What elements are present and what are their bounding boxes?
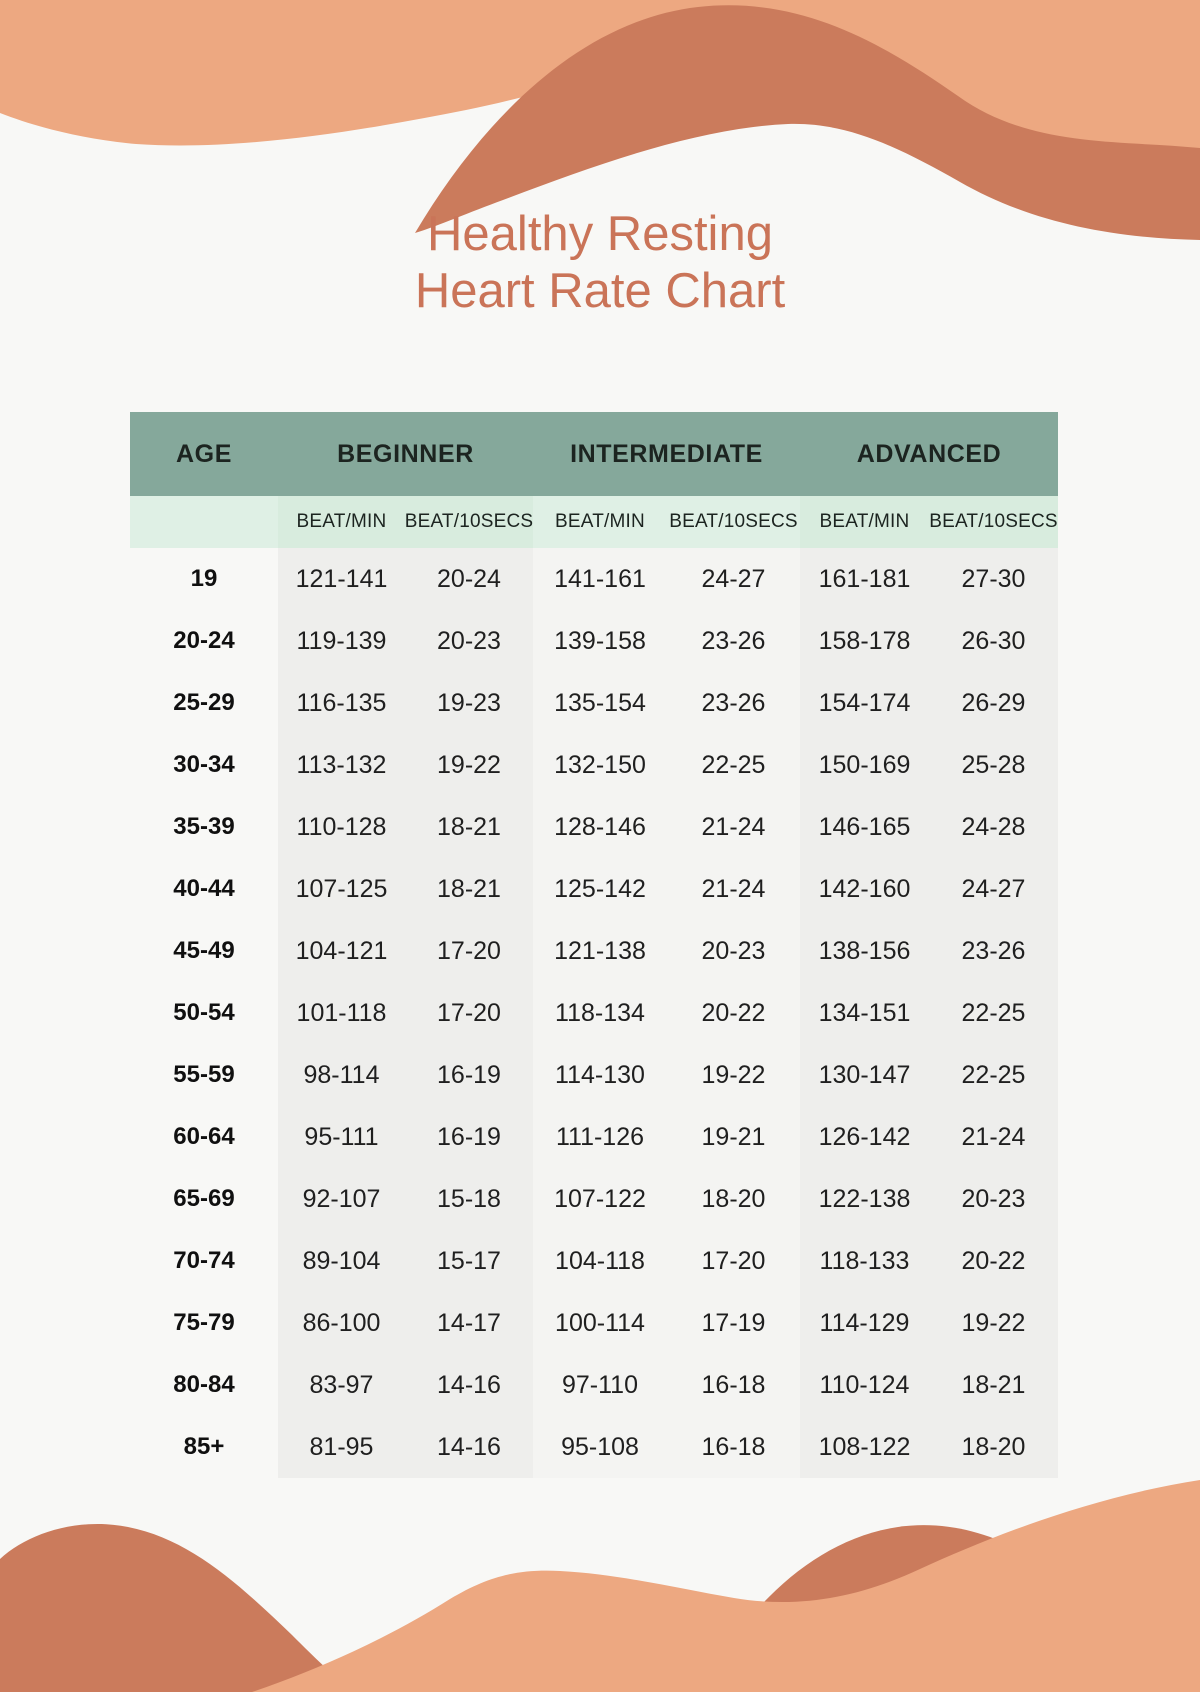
intermediate-beat-10secs-cell: 23-26	[667, 610, 800, 672]
advanced-beat-min-cell: 134-151	[800, 982, 929, 1044]
beginner-beat-10secs-cell: 16-19	[405, 1106, 533, 1168]
table-body	[130, 548, 1058, 1478]
advanced-beat-10secs-cell: 19-22	[929, 1292, 1058, 1354]
advanced-beat-min-cell: 110-124	[800, 1354, 929, 1416]
age-cell: 40-44	[173, 875, 235, 902]
bottom-wave-decoration	[0, 1477, 1200, 1692]
bottom-wave-light-shape	[252, 1480, 1200, 1692]
intermediate-beat-10secs-cell: 23-26	[667, 672, 800, 734]
table-row	[130, 610, 1058, 672]
beginner-beat-10secs-cell: 14-16	[405, 1416, 533, 1478]
intermediate-beat-10secs-cell: 24-27	[667, 548, 800, 610]
beginner-beat-10secs-cell: 15-17	[405, 1230, 533, 1292]
age-cell: 85+	[183, 1433, 225, 1460]
beginner-beat-10secs-cell: 18-21	[405, 796, 533, 858]
table-row	[130, 982, 1058, 1044]
advanced-beat-min-cell: 114-129	[800, 1292, 929, 1354]
age-cell: 30-34	[173, 751, 235, 778]
intermediate-beat-min-cell: 95-108	[533, 1416, 667, 1478]
age-cell: 70-74	[173, 1247, 235, 1274]
table-row	[130, 1292, 1058, 1354]
advanced-beat-10secs-cell: 21-24	[929, 1106, 1058, 1168]
column-header-age: AGE	[130, 412, 278, 496]
intermediate-beat-min-cell: 104-118	[533, 1230, 667, 1292]
column-header-advanced: ADVANCED	[800, 412, 1058, 496]
beginner-beat-min-cell: 83-97	[278, 1354, 405, 1416]
page-title	[0, 206, 1200, 320]
beginner-beat-10secs-cell: 14-17	[405, 1292, 533, 1354]
intermediate-beat-min-cell: 107-122	[533, 1168, 667, 1230]
intermediate-beat-10secs-cell: 18-20	[667, 1168, 800, 1230]
intermediate-beat-min-cell: 100-114	[533, 1292, 667, 1354]
intermediate-beat-10secs-cell: 21-24	[667, 796, 800, 858]
table-row	[130, 1168, 1058, 1230]
advanced-beat-10secs-cell: 20-22	[929, 1230, 1058, 1292]
advanced-beat-10secs-cell: 27-30	[929, 548, 1058, 610]
subheader-beginner-beat-min: BEAT/MIN	[278, 496, 405, 548]
bottom-wave-dark-left-shape	[0, 1524, 358, 1692]
beginner-beat-10secs-cell: 19-23	[405, 672, 533, 734]
intermediate-beat-min-cell: 139-158	[533, 610, 667, 672]
advanced-beat-10secs-cell: 23-26	[929, 920, 1058, 982]
table-row	[130, 920, 1058, 982]
table-row	[130, 734, 1058, 796]
advanced-beat-min-cell: 108-122	[800, 1416, 929, 1478]
table-row	[130, 1230, 1058, 1292]
table-row	[130, 548, 1058, 610]
age-cell: 55-59	[173, 1061, 235, 1088]
beginner-beat-10secs-cell: 14-16	[405, 1354, 533, 1416]
beginner-beat-min-cell: 81-95	[278, 1416, 405, 1478]
intermediate-beat-10secs-cell: 19-21	[667, 1106, 800, 1168]
beginner-beat-10secs-cell: 17-20	[405, 982, 533, 1044]
age-cell: 75-79	[173, 1309, 235, 1336]
beginner-beat-10secs-cell: 16-19	[405, 1044, 533, 1106]
age-cell: 65-69	[173, 1185, 235, 1212]
advanced-beat-10secs-cell: 26-30	[929, 610, 1058, 672]
beginner-beat-10secs-cell: 18-21	[405, 858, 533, 920]
beginner-beat-min-cell: 101-118	[278, 982, 405, 1044]
intermediate-beat-min-cell: 114-130	[533, 1044, 667, 1106]
beginner-beat-10secs-cell: 17-20	[405, 920, 533, 982]
advanced-beat-min-cell: 158-178	[800, 610, 929, 672]
beginner-beat-10secs-cell: 19-22	[405, 734, 533, 796]
beginner-beat-min-cell: 107-125	[278, 858, 405, 920]
intermediate-beat-min-cell: 141-161	[533, 548, 667, 610]
table-row	[130, 1044, 1058, 1106]
table-row	[130, 1106, 1058, 1168]
subheader-intermediate-beat-min: BEAT/MIN	[533, 496, 667, 548]
intermediate-beat-min-cell: 125-142	[533, 858, 667, 920]
beginner-beat-10secs-cell: 15-18	[405, 1168, 533, 1230]
age-cell: 60-64	[173, 1123, 235, 1150]
column-header-beginner: BEGINNER	[278, 412, 533, 496]
beginner-beat-10secs-cell: 20-24	[405, 548, 533, 610]
beginner-beat-min-cell: 92-107	[278, 1168, 405, 1230]
intermediate-beat-10secs-cell: 16-18	[667, 1354, 800, 1416]
advanced-beat-10secs-cell: 18-21	[929, 1354, 1058, 1416]
beginner-beat-min-cell: 104-121	[278, 920, 405, 982]
advanced-beat-min-cell: 126-142	[800, 1106, 929, 1168]
subheader-beginner-beat-10secs: BEAT/10SECS	[405, 496, 533, 548]
advanced-beat-10secs-cell: 24-27	[929, 858, 1058, 920]
advanced-beat-10secs-cell: 22-25	[929, 982, 1058, 1044]
intermediate-beat-min-cell: 128-146	[533, 796, 667, 858]
intermediate-beat-min-cell: 121-138	[533, 920, 667, 982]
beginner-beat-min-cell: 89-104	[278, 1230, 405, 1292]
title-line-1: Healthy Resting	[427, 207, 773, 261]
subheader-age-spacer	[130, 496, 278, 548]
advanced-beat-min-cell: 130-147	[800, 1044, 929, 1106]
intermediate-beat-10secs-cell: 19-22	[667, 1044, 800, 1106]
age-cell: 80-84	[173, 1371, 235, 1398]
advanced-beat-min-cell: 122-138	[800, 1168, 929, 1230]
intermediate-beat-10secs-cell: 17-19	[667, 1292, 800, 1354]
beginner-beat-min-cell: 119-139	[278, 610, 405, 672]
subheader-advanced-beat-10secs: BEAT/10SECS	[929, 496, 1058, 548]
intermediate-beat-10secs-cell: 16-18	[667, 1416, 800, 1478]
advanced-beat-min-cell: 142-160	[800, 858, 929, 920]
table-row	[130, 1354, 1058, 1416]
beginner-beat-min-cell: 98-114	[278, 1044, 405, 1106]
advanced-beat-10secs-cell: 20-23	[929, 1168, 1058, 1230]
beginner-beat-min-cell: 95-111	[278, 1106, 405, 1168]
advanced-beat-10secs-cell: 26-29	[929, 672, 1058, 734]
age-cell: 19	[190, 565, 218, 592]
top-wave-decoration	[0, 0, 1200, 240]
beginner-beat-10secs-cell: 20-23	[405, 610, 533, 672]
advanced-beat-min-cell: 138-156	[800, 920, 929, 982]
advanced-beat-min-cell: 150-169	[800, 734, 929, 796]
table-row	[130, 796, 1058, 858]
beginner-beat-min-cell: 113-132	[278, 734, 405, 796]
beginner-beat-min-cell: 86-100	[278, 1292, 405, 1354]
intermediate-beat-10secs-cell: 21-24	[667, 858, 800, 920]
age-cell: 25-29	[173, 689, 235, 716]
intermediate-beat-10secs-cell: 20-22	[667, 982, 800, 1044]
subheader-advanced-beat-min: BEAT/MIN	[800, 496, 929, 548]
age-cell: 50-54	[173, 999, 235, 1026]
intermediate-beat-min-cell: 132-150	[533, 734, 667, 796]
advanced-beat-min-cell: 161-181	[800, 548, 929, 610]
intermediate-beat-10secs-cell: 20-23	[667, 920, 800, 982]
advanced-beat-10secs-cell: 24-28	[929, 796, 1058, 858]
title-line-2: Heart Rate Chart	[414, 264, 786, 318]
table-header-row	[130, 412, 1058, 496]
age-cell: 45-49	[173, 937, 235, 964]
beginner-beat-min-cell: 110-128	[278, 796, 405, 858]
column-header-intermediate: INTERMEDIATE	[533, 412, 800, 496]
advanced-beat-10secs-cell: 25-28	[929, 734, 1058, 796]
intermediate-beat-10secs-cell: 17-20	[667, 1230, 800, 1292]
intermediate-beat-10secs-cell: 22-25	[667, 734, 800, 796]
subheader-intermediate-beat-10secs: BEAT/10SECS	[667, 496, 800, 548]
table-row	[130, 1416, 1058, 1478]
advanced-beat-min-cell: 146-165	[800, 796, 929, 858]
beginner-beat-min-cell: 116-135	[278, 672, 405, 734]
intermediate-beat-min-cell: 118-134	[533, 982, 667, 1044]
heart-rate-table	[130, 412, 1058, 1478]
table-subheader-row	[130, 496, 1058, 548]
advanced-beat-10secs-cell: 18-20	[929, 1416, 1058, 1478]
intermediate-beat-min-cell: 97-110	[533, 1354, 667, 1416]
beginner-beat-min-cell: 121-141	[278, 548, 405, 610]
table-row	[130, 672, 1058, 734]
intermediate-beat-min-cell: 111-126	[533, 1106, 667, 1168]
age-cell: 20-24	[173, 627, 235, 654]
table-row	[130, 858, 1058, 920]
advanced-beat-min-cell: 154-174	[800, 672, 929, 734]
age-cell: 35-39	[173, 813, 235, 840]
intermediate-beat-min-cell: 135-154	[533, 672, 667, 734]
advanced-beat-10secs-cell: 22-25	[929, 1044, 1058, 1106]
advanced-beat-min-cell: 118-133	[800, 1230, 929, 1292]
